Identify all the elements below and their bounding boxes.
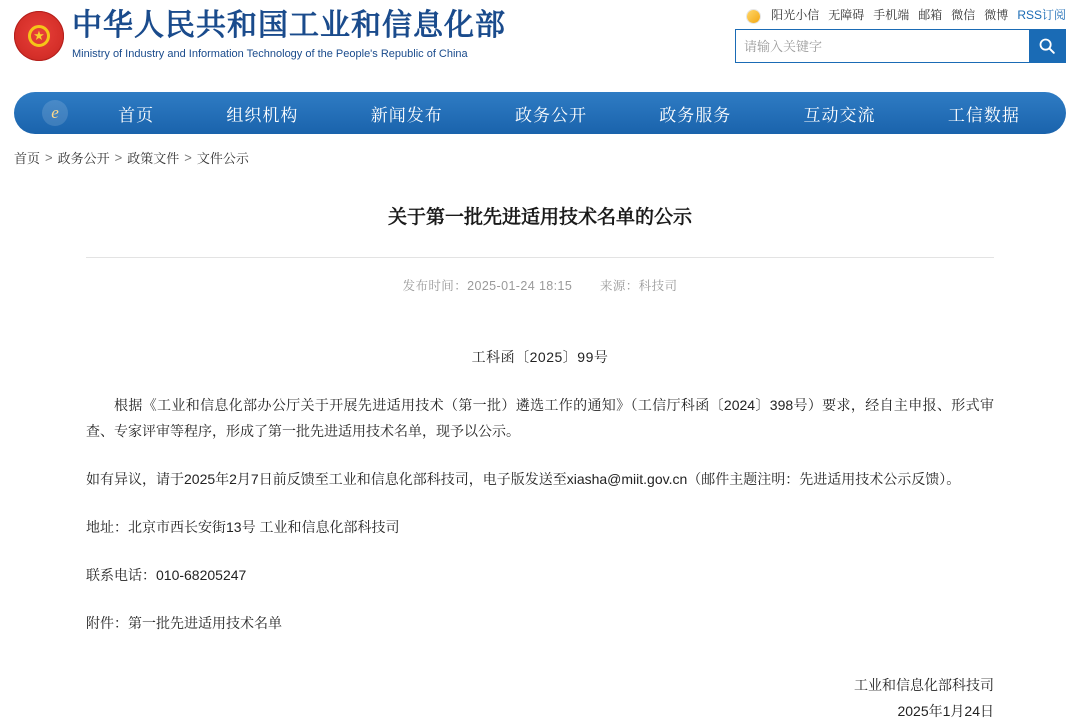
breadcrumb-separator: > [184,150,192,165]
paragraph-background: 根据《工业和信息化部办公厅关于开展先进适用技术（第一批）遴选工作的通知》（工信厅科函〔2024〕398号）要求，经自主申报、形式审查、专家评审等程序，形成了第一批先进适用技术名单，现予以公示。 [86,397,994,439]
nav-item-industry-data[interactable]: 工信数据 [947,105,1020,126]
top-link-accessibility[interactable]: 无障碍 [828,8,865,22]
breadcrumb [14,148,1080,167]
signature-block [86,672,994,724]
nav-item-organization[interactable]: 组织机构 [226,105,299,126]
paragraph-address: 地址：北京市西长安街13号 工业和信息化部科技司 [86,519,400,535]
breadcrumb-separator: > [114,150,123,165]
publish-time-value: 2025-01-24 18:15 [467,279,573,293]
search-button[interactable] [1029,30,1065,62]
top-link-rss[interactable]: RSS订阅 [1017,8,1066,22]
national-emblem-icon [14,11,64,61]
nav-item-government-disclosure[interactable]: 政务公开 [514,105,587,126]
nav-item-government-services[interactable]: 政务服务 [659,105,732,126]
document-number: 工科函〔2025〕99号 [471,349,609,365]
nav-item-news[interactable]: 新闻发布 [370,105,443,126]
site-title-en: Ministry of Industry and Information Technology of the People's Republic of China [72,48,468,60]
source-label: 来源： [599,279,639,293]
top-link-mailbox[interactable]: 邮箱 [918,8,943,22]
sun-icon [747,10,760,23]
star-icon: ★ [33,27,45,43]
site-title-cn: 中华人民共和国工业和信息化部 [72,8,506,43]
signature-department: 工业和信息化部科技司 [854,677,994,693]
search-bar [735,29,1066,63]
search-input[interactable] [736,30,1029,62]
main-nav [14,92,1066,134]
title-divider [86,257,994,258]
nav-item-interaction[interactable]: 互动交流 [803,105,876,126]
source-value: 科技司 [638,279,678,293]
top-link-mobile[interactable]: 手机端 [873,8,910,22]
paragraph-feedback: 如有异议，请于2025年2月7日前反馈至工业和信息化部科技司，电子版发送至xiasha@miit.gov.cn（邮件主题注明：先进适用技术公示反馈）。 [86,471,961,487]
article-meta [86,276,994,294]
miit-e-logo-icon[interactable] [42,100,68,126]
paragraph-phone: 联系电话：010-68205247 [86,567,247,583]
breadcrumb-item-document-notice[interactable]: 文件公示 [196,151,249,166]
article-body [86,344,994,724]
top-utility-links [747,6,1066,23]
breadcrumb-item-policy-documents[interactable]: 政策文件 [127,151,180,166]
search-icon [1038,37,1056,55]
paragraph-attachment: 附件：第一批先进适用技术名单 [86,615,282,631]
top-link-sunshine[interactable]: 阳光小信 [771,8,820,22]
article-container [86,167,994,724]
breadcrumb-item-government-disclosure[interactable]: 政务公开 [57,151,110,166]
site-logo-area[interactable] [14,8,506,62]
nav-item-home[interactable]: 首页 [118,105,155,126]
publish-time-label: 发布时间： [402,279,468,293]
nav-item-list [82,101,1056,126]
top-link-weibo[interactable]: 微博 [984,8,1009,22]
breadcrumb-separator: > [45,150,53,165]
signature-date: 2025年1月24日 [897,703,994,719]
site-header [0,0,1080,84]
top-link-wechat[interactable]: 微信 [951,8,976,22]
page-title: 关于第一批先进适用技术名单的公示 [387,206,692,228]
breadcrumb-item-home[interactable]: 首页 [14,151,41,166]
site-title-block [72,8,506,62]
